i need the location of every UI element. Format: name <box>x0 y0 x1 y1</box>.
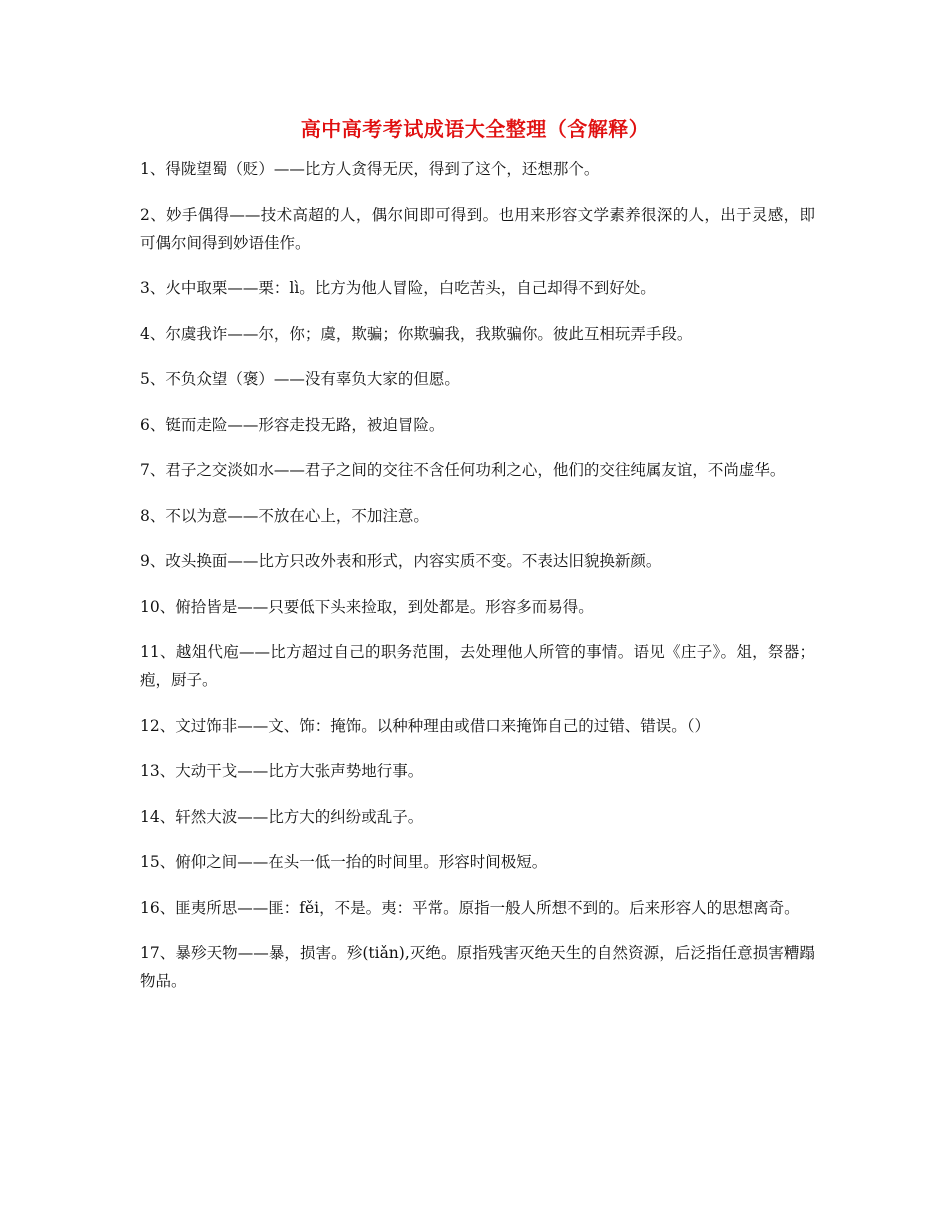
idiom-entry: 10、俯拾皆是——只要低下头来捡取，到处都是。形容多而易得。 <box>140 597 594 616</box>
idiom-entry: 7、君子之交淡如水——君子之间的交往不含任何功利之心，他们的交往纯属友谊，不尚虚华。 <box>140 461 786 479</box>
idiom-entry: 1、得陇望蜀（贬）——比方人贪得无厌，得到了这个，还想那个。 <box>140 160 600 178</box>
idiom-entry: 5、不负众望（褒）——没有辜负大家的但愿。 <box>140 370 460 388</box>
idiom-entry: 6、铤而走险——形容走投无路，被迫冒险。 <box>140 415 445 434</box>
document-title: 高中高考考试成语大全整理（含解释） <box>300 117 650 141</box>
idiom-entry: 15、俯仰之间——在头一低一抬的时间里。形容时间极短。 <box>140 853 548 871</box>
idiom-list <box>140 155 815 1013</box>
idiom-entry: 17、暴殄天物——暴，损害。殄(tiǎn),灭绝。原指残害灭绝天生的自然资源，后泛指任意损害糟蹋物品。 <box>140 944 815 990</box>
idiom-entry: 3、火中取栗——栗：lì。比方为他人冒险，白吃苦头，自己却得不到好处。 <box>140 279 656 297</box>
idiom-entry: 9、改头换面——比方只改外表和形式，内容实质不变。不表达旧貌换新颜。 <box>140 552 662 570</box>
idiom-entry: 4、尔虞我诈——尔，你；虞，欺骗；你欺骗我，我欺骗你。彼此互相玩弄手段。 <box>140 324 693 343</box>
idiom-entry: 12、文过饰非——文、饰：掩饰。以种种理由或借口来掩饰自己的过错、错误。（） <box>140 716 710 735</box>
idiom-entry: 8、不以为意——不放在心上，不加注意。 <box>140 506 429 525</box>
idiom-entry: 13、大动干戈——比方大张声势地行事。 <box>140 762 424 780</box>
idiom-entry: 14、轩然大波——比方大的纠纷或乱子。 <box>140 807 424 826</box>
idiom-entry: 2、妙手偶得——技术高超的人，偶尔间即可得到。也用来形容文学素养很深的人，出于灵感，即可偶尔间得到妙语佳作。 <box>140 205 815 252</box>
idiom-entry: 16、匪夷所思——匪：fěi，不是。夷：平常。原指一般人所想不到的。后来形容人的思想离奇。 <box>140 898 800 917</box>
idiom-entry: 11、越俎代庖——比方超过自己的职务范围，去处理他人所管的事情。语见《庄子》。俎，祭器；疱，厨子。 <box>140 643 815 689</box>
